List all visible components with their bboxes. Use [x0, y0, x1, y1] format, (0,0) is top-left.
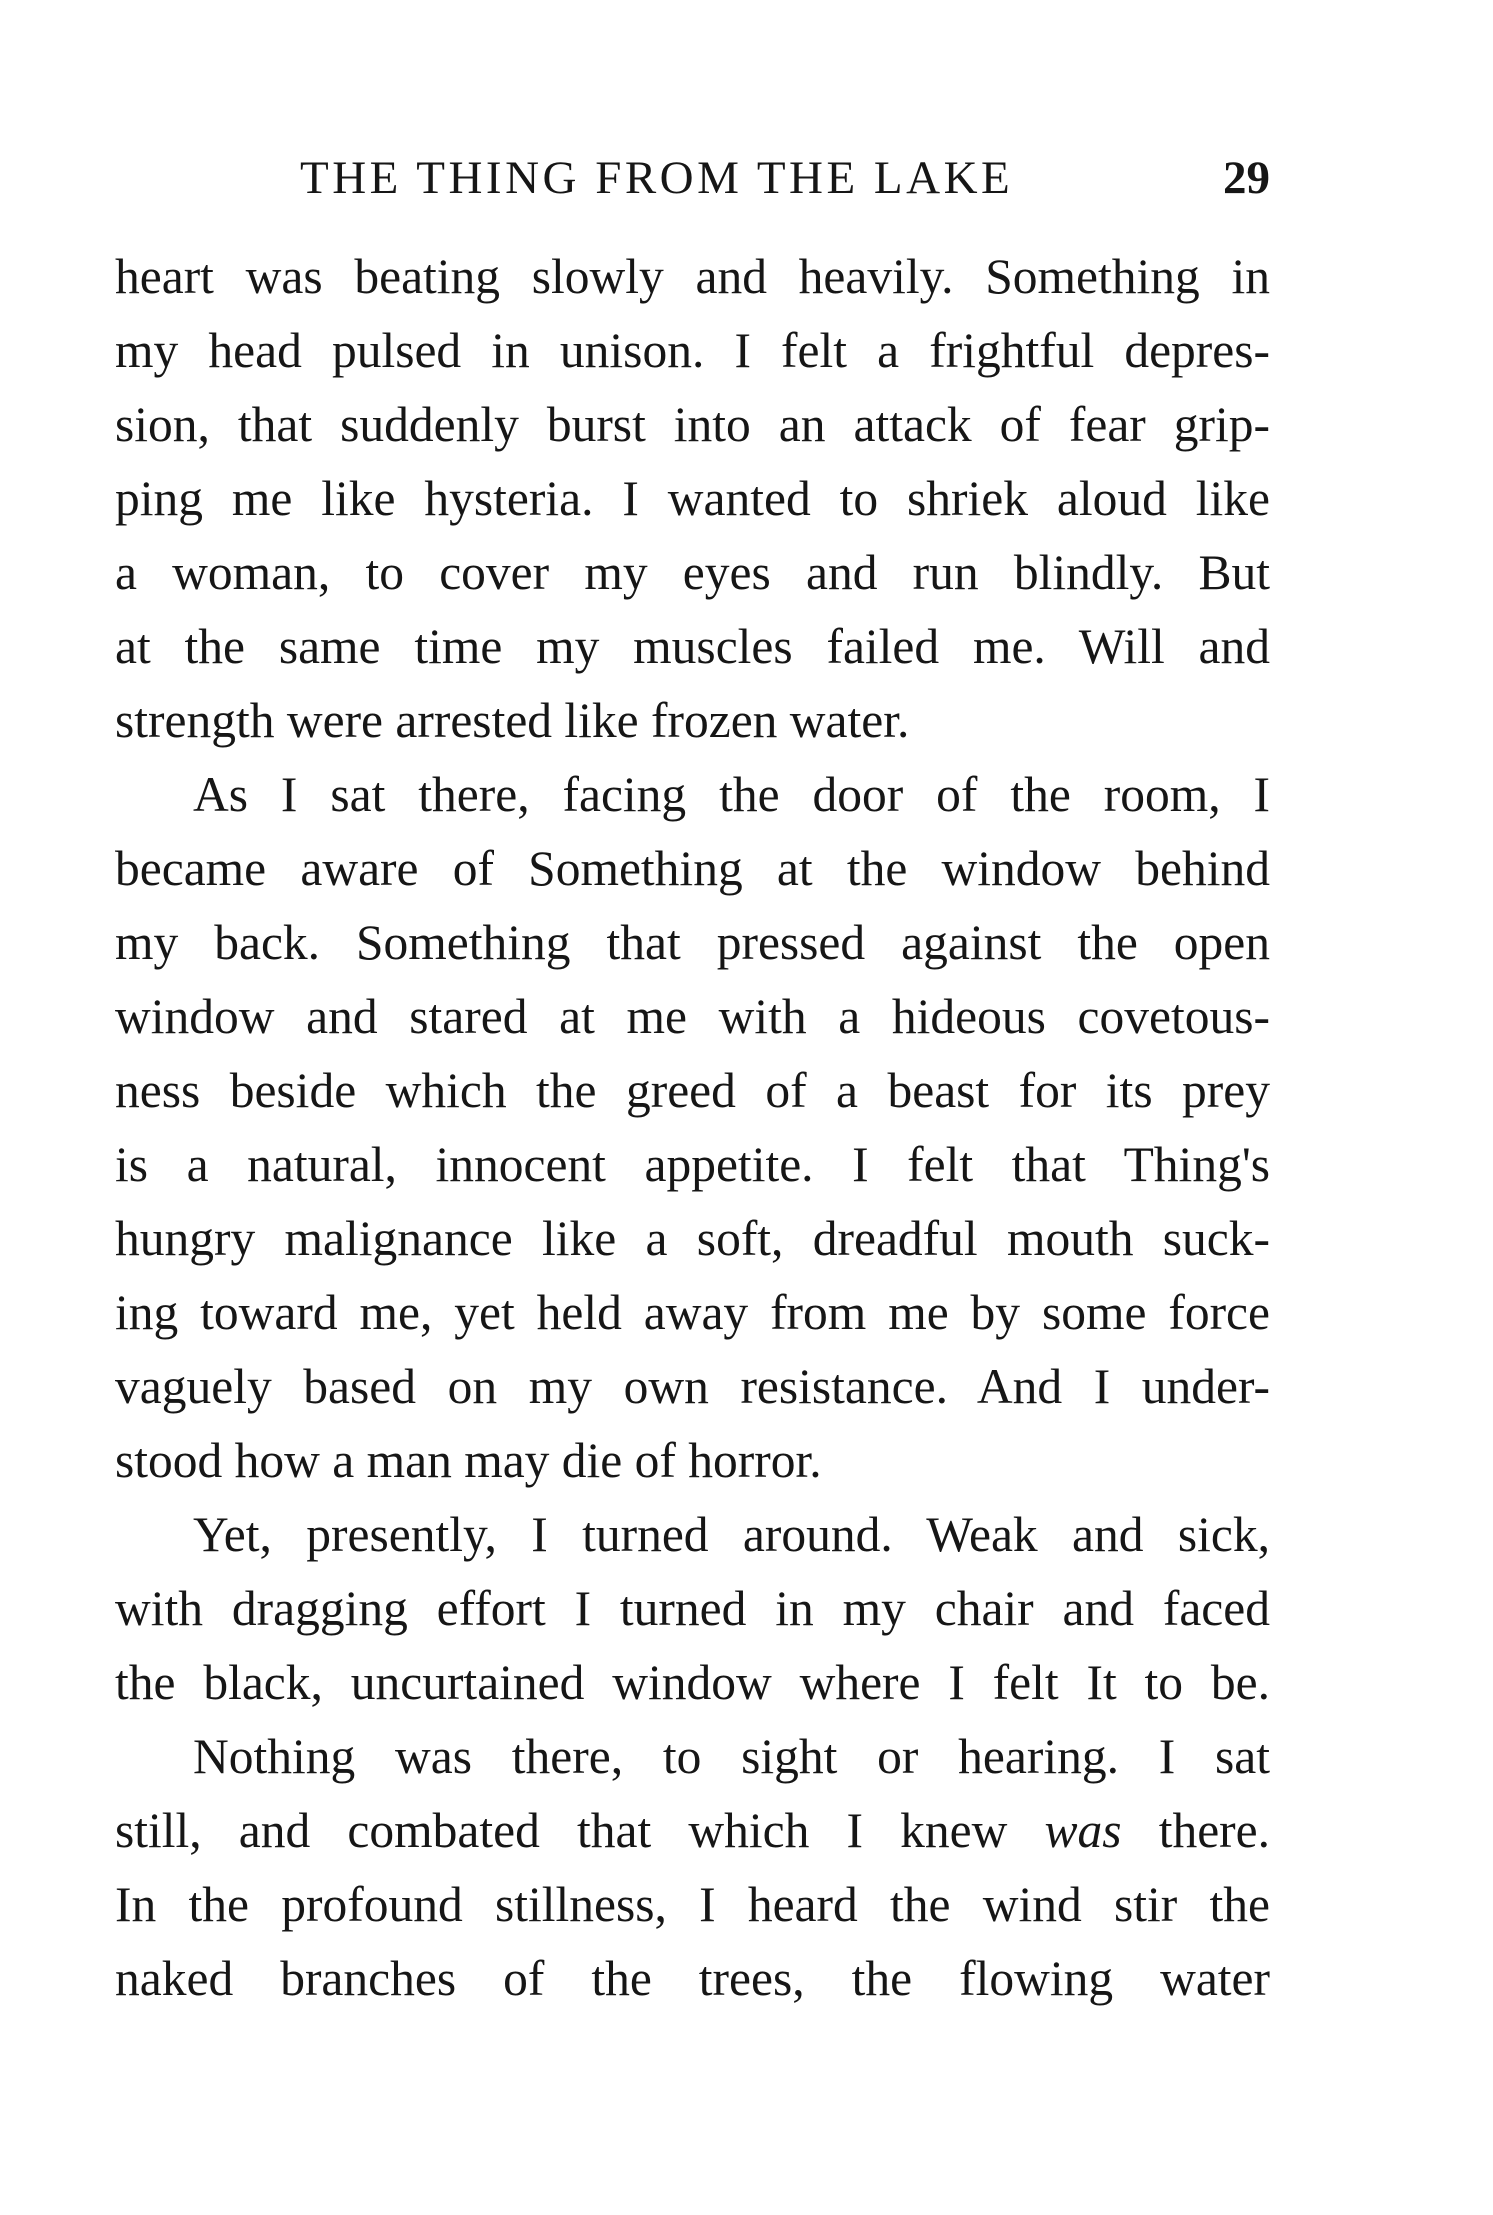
text-line: In the profound stillness, I heard the wind stir the [115, 1877, 1270, 1932]
paragraph-1 [115, 240, 1270, 758]
text-line: window and stared at me with a hideous covetous- [115, 989, 1270, 1044]
running-title: THE THING FROM THE LAKE [300, 152, 1014, 204]
text-line: naked branches of the trees, the flowing water [115, 1951, 1270, 2006]
text-line: my back. Something that pressed against the open [115, 915, 1270, 970]
text-line: ing toward me, yet held away from me by some force [115, 1285, 1270, 1340]
text-line: Yet, presently, I turned around. Weak and sick, [193, 1507, 1270, 1562]
text-line: ping me like hysteria. I wanted to shriek aloud like [115, 471, 1270, 526]
emphasized-word: was [1044, 1803, 1122, 1858]
text-line: heart was beating slowly and heavily. Something in [115, 249, 1270, 304]
text-line: the black, uncurtained window where I felt It to be. [115, 1655, 1270, 1710]
text-line: strength were arrested like frozen water. [115, 693, 910, 748]
text-line: at the same time my muscles failed me. Will and [115, 619, 1270, 674]
line-text-before: still, and combated that which I knew [115, 1803, 1045, 1858]
body-text [115, 240, 1270, 2016]
text-line-with-emphasis [115, 1794, 1270, 1868]
text-line: sion, that suddenly burst into an attack of fear grip- [115, 397, 1270, 452]
text-line: As I sat there, facing the door of the room, I [193, 767, 1270, 822]
text-line: ness beside which the greed of a beast for its prey [115, 1063, 1270, 1118]
text-line: became aware of Something at the window behind [115, 841, 1270, 896]
text-line: Nothing was there, to sight or hearing. I sat [193, 1729, 1270, 1784]
running-head [115, 148, 1270, 208]
text-line: hungry malignance like a soft, dreadful mouth suck- [115, 1211, 1270, 1266]
text-line: is a natural, innocent appetite. I felt that Thing's [115, 1137, 1270, 1192]
paragraph-4 [115, 1720, 1270, 2016]
line-text-after: there. [1121, 1803, 1271, 1858]
text-line: a woman, to cover my eyes and run blindly. But [115, 545, 1270, 600]
text-line: with dragging effort I turned in my chair and faced [115, 1581, 1270, 1636]
text-line: vaguely based on my own resistance. And I under- [115, 1359, 1270, 1414]
paragraph-3 [115, 1498, 1270, 1720]
text-line: stood how a man may die of horror. [115, 1433, 822, 1488]
page-number: 29 [1223, 152, 1270, 204]
paragraph-2 [115, 758, 1270, 1498]
text-line: my head pulsed in unison. I felt a frightful depres- [115, 323, 1270, 378]
